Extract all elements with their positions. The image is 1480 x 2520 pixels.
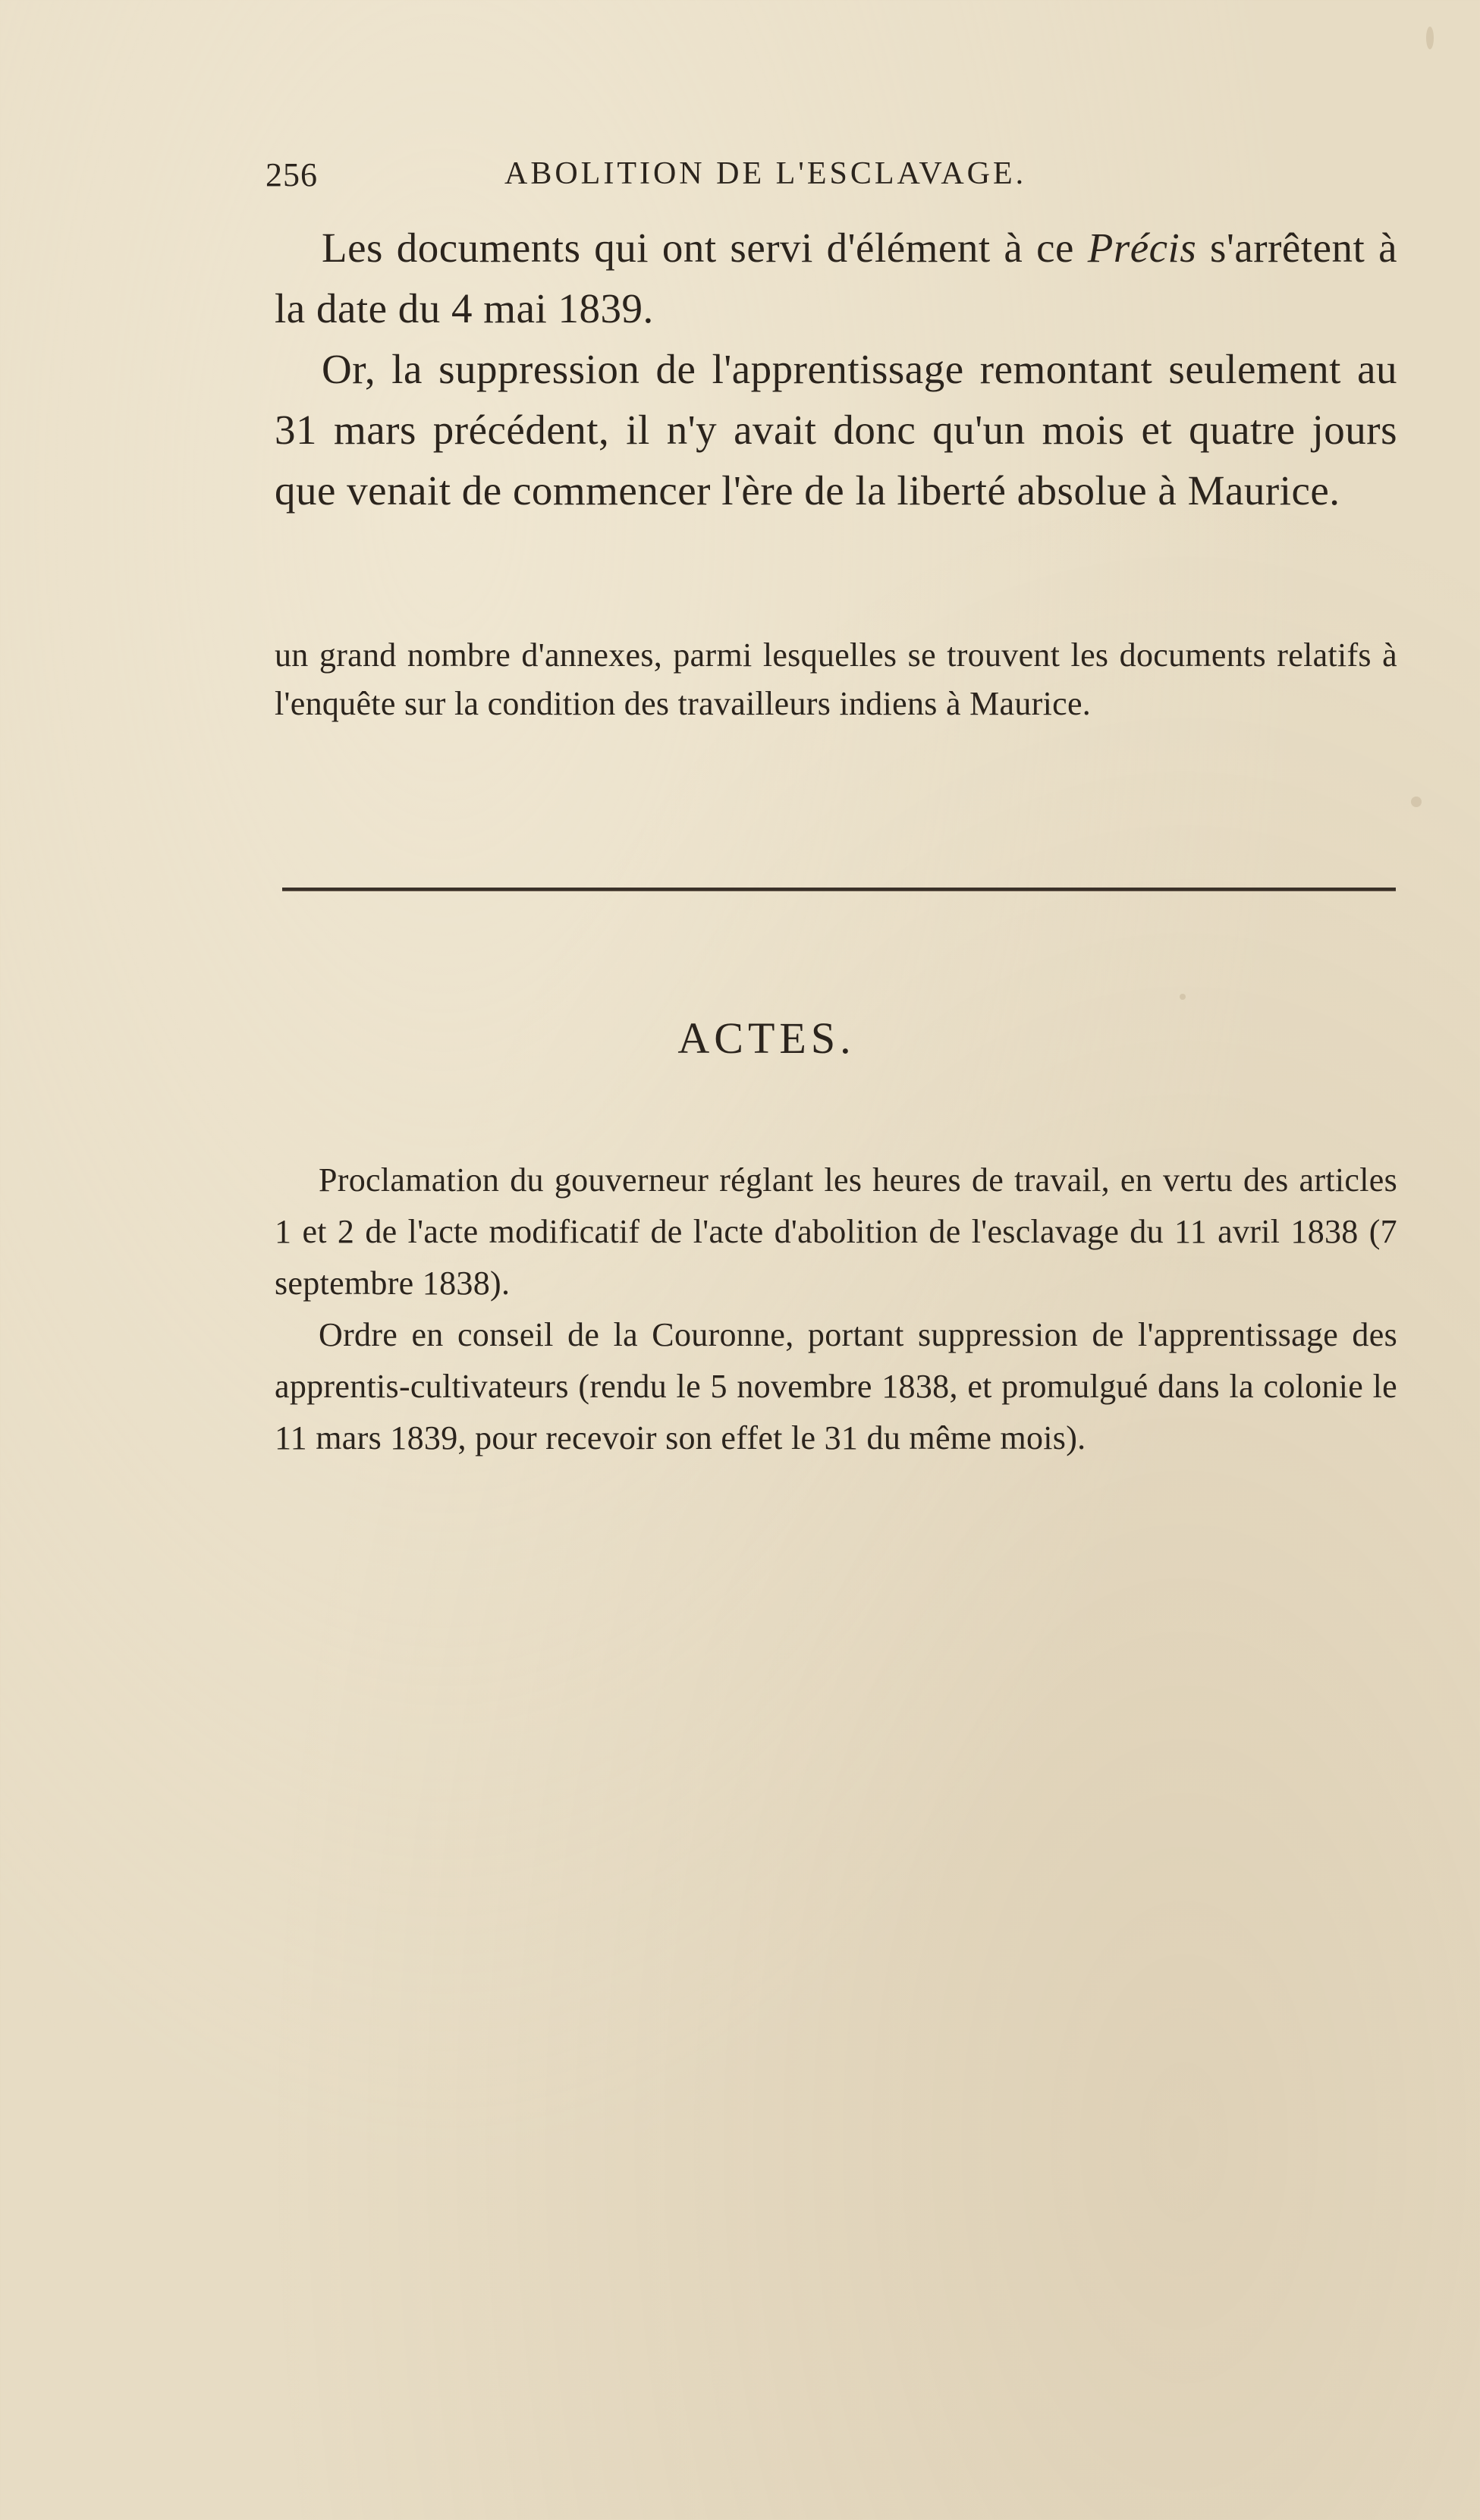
running-head: ABOLITION DE L'ESCLAVAGE. [504,156,1027,191]
acte-item: Ordre en conseil de la Couronne, portant suppression de l'apprentissage des apprentis-cultivateurs (rendu le 5 novembre 1838, et promulgué dans la colonie le 11 mars 1839, pour recevoir son effet le 31 du même mois). [275,1316,1397,1456]
section-title: ACTES. [677,1013,856,1063]
main-text [275,218,1397,521]
acte-item: Proclamation du gouverneur réglant les heures de travail, en vertu des articles 1 et 2 de l'acte modificatif de l'acte d'abolition de l'esclavage du 11 avril 1838 (7 septembre 1838). [275,1161,1397,1302]
page-header [266,156,1161,209]
page-number: 256 [266,156,318,193]
paper-stain [1180,994,1186,1000]
paragraph-intro-tail: s'arrêtent à la date du 4 mai 1839. [275,225,1397,331]
paper-stain [1411,797,1422,807]
section-divider [282,888,1396,891]
paragraph-intro [275,218,1397,339]
actes-list [275,1155,1397,1464]
paper-stain [1426,27,1434,49]
paragraph-intro-italic: Précis [1087,225,1197,271]
note-paragraph: un grand nombre d'annexes, parmi lesquelles se trouvent les documents relatifs à l'enquête sur la condition des travailleurs indiens à Maurice. [275,636,1397,722]
note-text [275,631,1397,728]
paragraph-suppression: Or, la suppression de l'apprentissage remontant seulement au 31 mars précédent, il n'y avait donc qu'un mois et quatre jours que venait de commencer l'ère de la liberté absolue à Maurice. [275,346,1397,514]
paragraph-intro-text: Les documents qui ont servi d'élément à ce [322,225,1088,271]
